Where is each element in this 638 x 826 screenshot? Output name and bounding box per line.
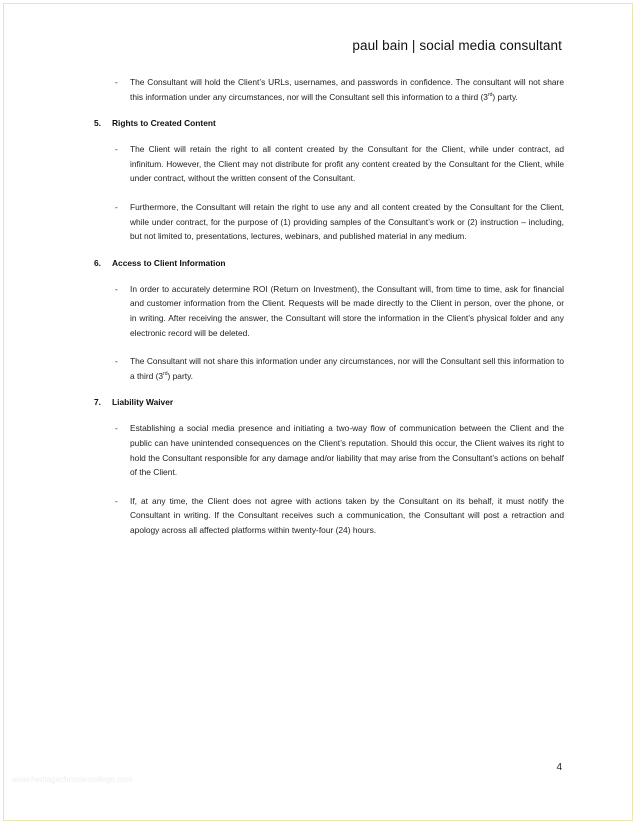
- bullet-dash: -: [115, 77, 118, 87]
- list-item: [94, 421, 564, 479]
- bullet-dash: -: [115, 144, 118, 155]
- bullet-text: In order to accurately determine ROI (Return on Investment), the Consultant will, from time to time, ask for financial and customer information from the Client. Requests will be made directly to the Client in person, over the phone, or in writing. After receiving the answer, the Consultant will store the information in the Client’s physical folder and any electronic record will be deleted.: [130, 283, 564, 338]
- section-title: Access to Client Information: [112, 257, 226, 268]
- section-heading: [94, 397, 564, 407]
- bullet-text: If, at any time, the Client does not agree with actions taken by the Consultant on its behalf, it must notify the Consultant in writing. If the Consultant receives such a communication, the Consultant will post a retraction and apology across all affected platforms within twenty-four (24) hours.: [130, 495, 564, 535]
- section-heading: [94, 258, 564, 268]
- section-number: 7.: [94, 397, 101, 408]
- section-number: 6.: [94, 257, 101, 268]
- section-number: 5.: [94, 118, 101, 129]
- bullet-text: The Consultant will hold the Client’s URLs, usernames, and passwords in confidence. The consultant will not share this information under any circumstances, nor will the Consultant sell this information to a third (3rd) party.: [130, 77, 564, 102]
- list-item: [94, 282, 564, 340]
- bullet-dash: -: [115, 283, 118, 294]
- list-item: [94, 142, 564, 186]
- bullet-dash: -: [115, 356, 118, 367]
- watermark: www.heritagechristiancollege.com: [12, 775, 133, 784]
- page-header: paul bain | social media consultant: [352, 38, 562, 53]
- bullet-dash: -: [115, 201, 118, 212]
- list-item: [94, 75, 564, 104]
- bullet-text: The Consultant will not share this information under any circumstances, nor will the Consultant sell this information to a third (3rd) party.: [130, 356, 564, 381]
- section-heading: [94, 118, 564, 128]
- list-item: [94, 354, 564, 383]
- bullet-text: The Client will retain the right to all content created by the Consultant for the Client, while under contract, ad infinitum. However, the Client may not distribute for profit any content created by the Consultant for the Client, while under contract, without the written consent of the Consultant.: [130, 144, 564, 184]
- list-item: [94, 200, 564, 244]
- section-title: Rights to Created Content: [112, 118, 216, 129]
- bullet-dash: -: [115, 495, 118, 506]
- list-item: [94, 494, 564, 538]
- bullet-text: Establishing a social media presence and initiating a two-way flow of communication between the Client and the public can have unintended consequences on the Client’s reputation. Should this occur, the Client waives its right to hold the Consultant responsible for any damage and/or liability that may arise from the Consultant’s actions on behalf of the Client.: [130, 423, 564, 478]
- document-body: [94, 75, 564, 551]
- page-number: 4: [556, 762, 562, 773]
- bullet-dash: -: [115, 423, 118, 434]
- section-title: Liability Waiver: [112, 397, 174, 408]
- bullet-text: Furthermore, the Consultant will retain the right to use any and all content created by the Consultant for the Client, while under contract, for the purpose of (1) providing samples of the Consultant’s work or (2) instruction – including, but not limited to, presentations, lectures, webinars, and published material in any medium.: [130, 201, 564, 242]
